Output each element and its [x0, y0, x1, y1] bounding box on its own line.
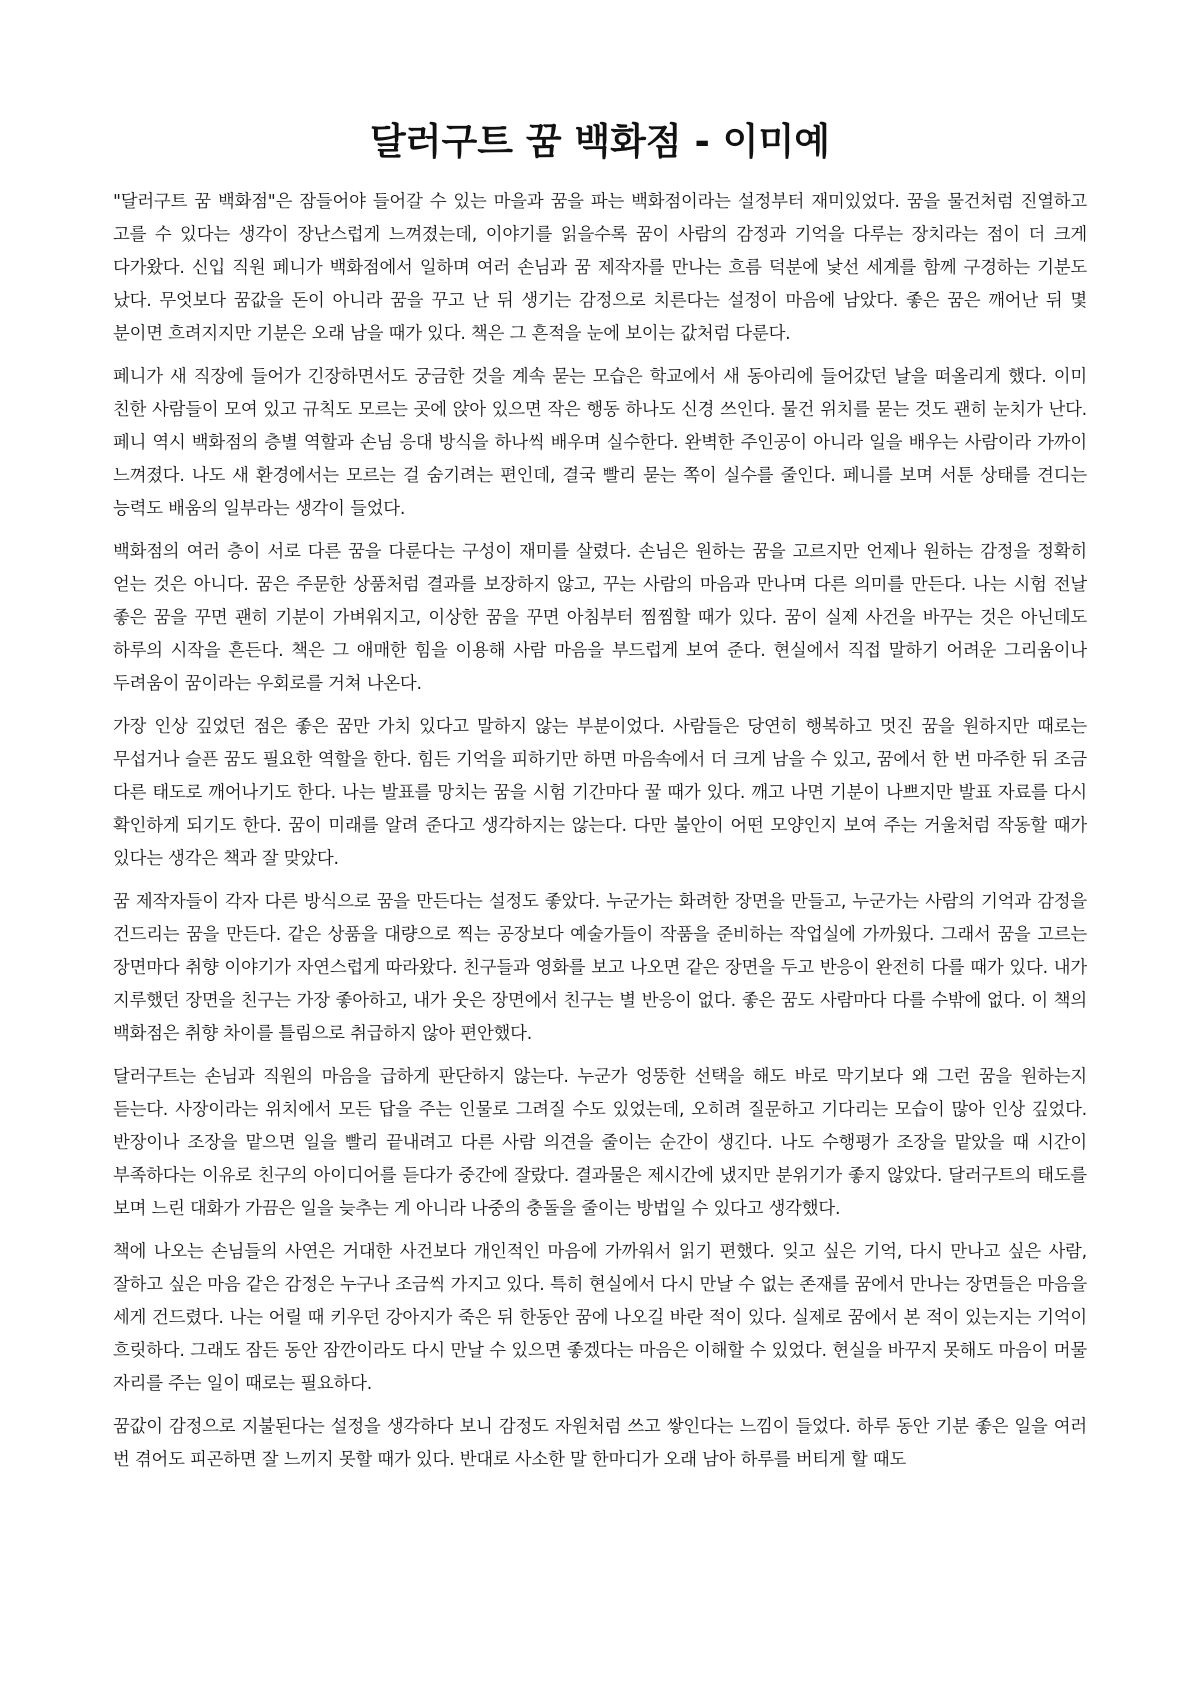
paragraph: "달러구트 꿈 백화점"은 잠들어야 들어갈 수 있는 마을과 꿈을 파는 백화점이라는 설정부터 재미있었다. 꿈을 물건처럼 진열하고 고를 수 있다는 생각이 장난스럽게 느껴졌는데, 이야기를 읽을수록 꿈이 사람의 감정과 기억을 다루는 장치라는 점이 더 크게 다가왔다. 신입 직원 페니가 백화점에서 일하며 여러 손님과 꿈 제작자를 만나는 흐름 덕분에 낯선 세계를 함께 구경하는 기분도 났다. 무엇보다 꿈값을 돈이 아니라 꿈을 꾸고 난 뒤 생기는 감정으로 치른다는 설정이 마음에 남았다. 좋은 꿈은 깨어난 뒤 몇 분이면 흐려지지만 기분은 오래 남을 때가 있다. 책은 그 흔적을 눈에 보이는 값처럼 다룬다. [113, 192, 1087, 344]
document-title: 달러구트 꿈 백화점 - 이미예 [369, 120, 831, 163]
paragraph: 꿈 제작자들이 각자 다른 방식으로 꿈을 만든다는 설정도 좋았다. 누군가는 화려한 장면을 만들고, 누군가는 사람의 기억과 감정을 건드리는 꿈을 만든다. 같은 상품을 대량으로 찍는 공장보다 예술가들이 작품을 준비하는 작업실에 가까웠다. 그래서 꿈을 고르는 장면마다 취향 이야기가 자연스럽게 따라왔다. 친구들과 영화를 보고 나오면 같은 장면을 두고 반응이 완전히 다를 때가 있다. 내가 지루했던 장면을 친구는 가장 좋아하고, 내가 웃은 장면에서 친구는 별 반응이 없다. 좋은 꿈도 사람마다 다를 수밖에 없다. 이 책의 백화점은 취향 차이를 틀림으로 취급하지 않아 편안했다. [113, 892, 1087, 1044]
document-body [113, 186, 1087, 1477]
paragraph: 페니가 새 직장에 들어가 긴장하면서도 궁금한 것을 계속 묻는 모습은 학교에서 새 동아리에 들어갔던 날을 떠올리게 했다. 이미 친한 사람들이 모여 있고 규칙도 모르는 곳에 앉아 있으면 작은 행동 하나도 신경 쓰인다. 물건 위치를 묻는 것도 괜히 눈치가 난다. 페니 역시 백화점의 층별 역할과 손님 응대 방식을 하나씩 배우며 실수한다. 완벽한 주인공이 아니라 일을 배우는 사람이라 가까이 느껴졌다. 나도 새 환경에서는 모르는 걸 숨기려는 편인데, 결국 빨리 묻는 쪽이 실수를 줄인다. 페니를 보며 서툰 상태를 견디는 능력도 배움의 일부라는 생각이 들었다. [113, 367, 1087, 519]
paragraph: 가장 인상 깊었던 점은 좋은 꿈만 가치 있다고 말하지 않는 부분이었다. 사람들은 당연히 행복하고 멋진 꿈을 원하지만 때로는 무섭거나 슬픈 꿈도 필요한 역할을 한다. 힘든 기억을 피하기만 하면 마음속에서 더 크게 남을 수 있고, 꿈에서 한 번 마주한 뒤 조금 다른 태도로 깨어나기도 한다. 나는 발표를 망치는 꿈을 시험 기간마다 꿀 때가 있다. 깨고 나면 기분이 나쁘지만 발표 자료를 다시 확인하게 되기도 한다. 꿈이 미래를 알려 준다고 생각하지는 않는다. 다만 불안이 어떤 모양인지 보여 주는 거울처럼 작동할 때가 있다는 생각은 책과 잘 맞았다. [113, 717, 1087, 869]
paragraph: 달러구트는 손님과 직원의 마음을 급하게 판단하지 않는다. 누군가 엉뚱한 선택을 해도 바로 막기보다 왜 그런 꿈을 원하는지 듣는다. 사장이라는 위치에서 모든 답을 주는 인물로 그려질 수도 있었는데, 오히려 질문하고 기다리는 모습이 많아 인상 깊었다. 반장이나 조장을 맡으면 일을 빨리 끝내려고 다른 사람 의견을 줄이는 순간이 생긴다. 나도 수행평가 조장을 맡았을 때 시간이 부족하다는 이유로 친구의 아이디어를 듣다가 중간에 잘랐다. 결과물은 제시간에 냈지만 분위기가 좋지 않았다. 달러구트의 태도를 보며 느린 대화가 가끔은 일을 늦추는 게 아니라 나중의 충돌을 줄이는 방법일 수 있다고 생각했다. [113, 1067, 1087, 1219]
paragraph: 책에 나오는 손님들의 사연은 거대한 사건보다 개인적인 마음에 가까워서 읽기 편했다. 잊고 싶은 기억, 다시 만나고 싶은 사람, 잘하고 싶은 마음 같은 감정은 누구나 조금씩 가지고 있다. 특히 현실에서 다시 만날 수 없는 존재를 꿈에서 만나는 장면들은 마음을 세게 건드렸다. 나는 어릴 때 키우던 강아지가 죽은 뒤 한동안 꿈에 나오길 바란 적이 있다. 실제로 꿈에서 본 적이 있는지는 기억이 흐릿하다. 그래도 잠든 동안 잠깐이라도 다시 만날 수 있으면 좋겠다는 마음은 이해할 수 있었다. 현실을 바꾸지 못해도 마음이 머물 자리를 주는 일이 때로는 필요하다. [113, 1242, 1087, 1394]
paragraph: 백화점의 여러 층이 서로 다른 꿈을 다룬다는 구성이 재미를 살렸다. 손님은 원하는 꿈을 고르지만 언제나 원하는 감정을 정확히 얻는 것은 아니다. 꿈은 주문한 상품처럼 결과를 보장하지 않고, 꾸는 사람의 마음과 만나며 다른 의미를 만든다. 나는 시험 전날 좋은 꿈을 꾸면 괜히 기분이 가벼워지고, 이상한 꿈을 꾸면 아침부터 찜찜할 때가 있다. 꿈이 실제 사건을 바꾸는 것은 아닌데도 하루의 시작을 흔든다. 책은 그 애매한 힘을 이용해 사람 마음을 부드럽게 보여 준다. 현실에서 직접 말하기 어려운 그리움이나 두려움이 꿈이라는 우회로를 거쳐 나온다. [113, 542, 1087, 694]
paragraph: 꿈값이 감정으로 지불된다는 설정을 생각하다 보니 감정도 자원처럼 쓰고 쌓인다는 느낌이 들었다. 하루 동안 기분 좋은 일을 여러 번 겪어도 피곤하면 잘 느끼지 못할 때가 있다. 반대로 사소한 말 한마디가 오래 남아 하루를 버티게 할 때도 [113, 1417, 1087, 1470]
